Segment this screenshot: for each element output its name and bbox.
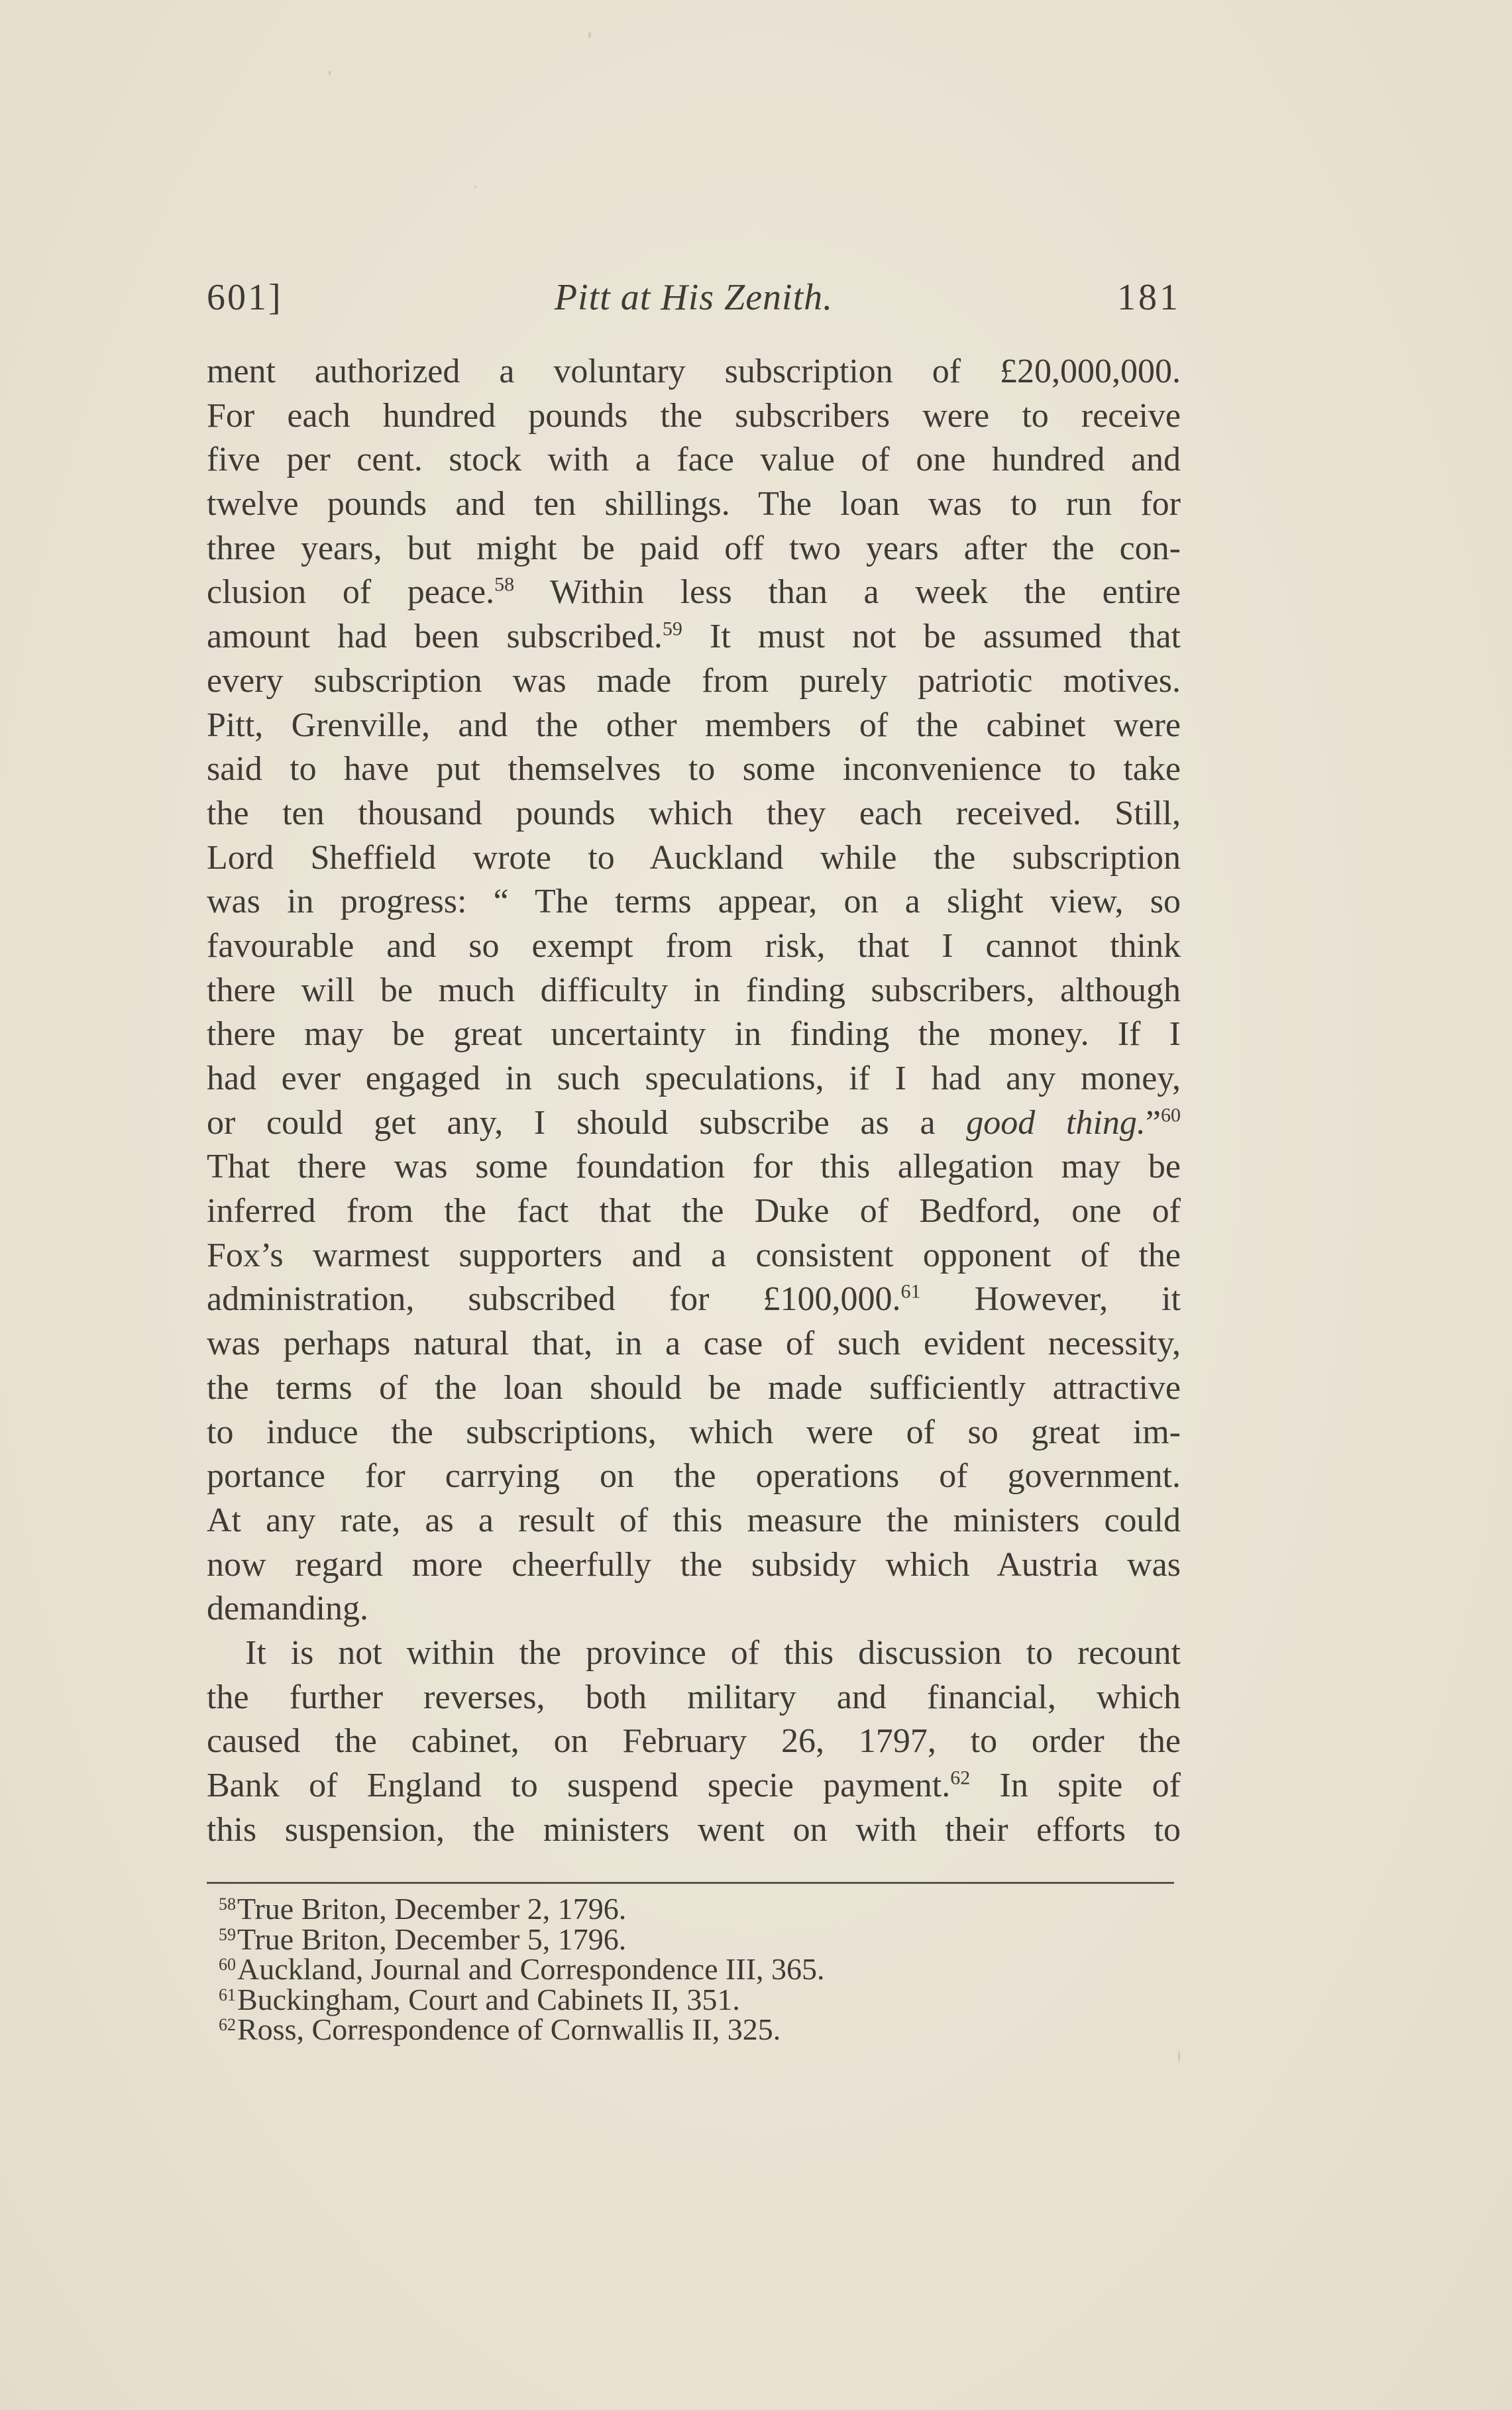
text-line [207, 1631, 1181, 1676]
text-line [207, 571, 1181, 615]
footnote-text: True Briton, December 2, 1796. [237, 1892, 627, 1926]
line-text: favourable and so exempt from risk, that I cannot think [207, 926, 1181, 965]
line-text: Pitt, Grenville, and the other members of the cabinet were [207, 706, 1181, 744]
text-line [207, 1234, 1181, 1278]
text-line [207, 350, 1181, 394]
footnote-number: 59 [219, 1924, 236, 1944]
text-line [207, 1543, 1181, 1588]
running-head [207, 268, 1181, 327]
line-text: portance for carrying on the operations of government. [207, 1457, 1181, 1496]
footnote [219, 1982, 1146, 2016]
text-line [207, 1676, 1181, 1720]
line-text: was perhaps natural that, in a case of such evident necessity, [207, 1325, 1181, 1363]
text-line [207, 394, 1181, 439]
line-text: there will be much difficulty in finding subscribers, although [207, 971, 1181, 1009]
footnote-rule [207, 1882, 1174, 1884]
line-text: the ten thousand pounds which they each received. Still, [207, 794, 1181, 832]
line-text: At any rate, as a result of this measure the ministers could [207, 1501, 1181, 1539]
closing-quote: ” [1145, 1103, 1161, 1142]
text-line [207, 1411, 1181, 1455]
line-text-continued: Within less than a week the entire [514, 573, 1181, 612]
paper-speck [474, 186, 476, 188]
text-line [207, 1366, 1181, 1411]
footnote-reference: 61 [900, 1281, 921, 1303]
line-text: administration, subscribed for £100,000. [207, 1280, 901, 1319]
line-text: this suspension, the ministers went on with their efforts to [207, 1810, 1181, 1849]
text-line [207, 659, 1181, 704]
line-text-continued: It must not be assumed that [682, 618, 1181, 656]
paragraph [207, 1631, 1181, 1852]
text-line [207, 1057, 1181, 1101]
footnote [219, 1924, 1146, 1955]
footnote [219, 1954, 1146, 1985]
running-title: Pitt at His Zenith. [554, 277, 834, 318]
text-line [207, 1189, 1181, 1234]
text-line [207, 836, 1181, 881]
footnote-reference: 58 [494, 574, 515, 596]
paper-speck [1178, 2050, 1180, 2062]
text-line [207, 615, 1181, 659]
footnotes [219, 1894, 1146, 2045]
line-text-continued: In spite of [970, 1767, 1181, 1804]
text-line [207, 792, 1181, 836]
page-number: 181 [1117, 277, 1181, 318]
line-text: inferred from the fact that the Duke of Bedford, one of [207, 1192, 1181, 1231]
line-text: Bank of England to suspend specie payment. [207, 1767, 951, 1804]
body-text [207, 350, 1181, 1852]
footnote-number: 58 [219, 1894, 236, 1914]
line-text: three years, but might be paid off two years after the con- [207, 529, 1181, 567]
text-line [207, 969, 1181, 1013]
paper-speck [588, 32, 591, 38]
line-text: clusion of peace. [207, 573, 495, 612]
text-line [207, 704, 1181, 748]
footnote-text: Auckland, Journal and Correspondence III, 365. [237, 1952, 825, 1986]
footnote [219, 2014, 1146, 2045]
text-line [207, 1499, 1181, 1543]
text-line [207, 1720, 1181, 1764]
line-text: For each hundred pounds the subscribers were to receive [207, 396, 1181, 435]
text-line [207, 1322, 1181, 1366]
text-line [207, 880, 1181, 924]
line-text: Lord Sheffield wrote to Auckland while the subscription [207, 838, 1181, 877]
footnote-text: Buckingham, Court and Cabinets II, 351. [237, 1982, 740, 2016]
text-line [207, 747, 1181, 792]
line-text: five per cent. stock with a face value of one hundred and [207, 441, 1181, 479]
footnote-number: 60 [219, 1955, 236, 1974]
paper-speck [329, 70, 331, 76]
text-line [207, 1764, 1181, 1808]
line-text: there may be great uncertainty in finding the money. If I [207, 1015, 1181, 1054]
line-text: to induce the subscriptions, which were of so great im- [207, 1413, 1181, 1451]
footnote-number: 61 [219, 1985, 236, 2004]
line-text: amount had been subscribed. [207, 618, 663, 656]
line-text: every subscription was made from purely patriotic motives. [207, 661, 1181, 700]
text-line [207, 438, 1181, 482]
line-text: said to have put themselves to some inconvenience to take [207, 750, 1181, 789]
footnote-reference: 62 [950, 1767, 971, 1789]
footnote-number: 62 [219, 2015, 236, 2034]
line-text: caused the cabinet, on February 26, 1797, to order the [207, 1722, 1181, 1761]
text-line [207, 1454, 1181, 1499]
footnote-text: True Briton, December 5, 1796. [237, 1922, 627, 1956]
text-line [207, 1145, 1181, 1189]
line-text: ment authorized a voluntary subscription of £20,000,000. [207, 353, 1181, 390]
section-folio: 601] [207, 277, 283, 318]
line-text: That there was some foundation for this allegation may be [207, 1148, 1181, 1186]
text-line [207, 1587, 1181, 1631]
line-text-continued: However, it [920, 1280, 1181, 1319]
line-text: the terms of the loan should be made sufficiently attractive [207, 1368, 1181, 1407]
line-text: or could get any, I should subscribe as a [207, 1103, 967, 1142]
text-line [207, 1013, 1181, 1057]
text-line [207, 1808, 1181, 1853]
text-line [207, 482, 1181, 527]
line-text: had ever engaged in such speculations, if I had any money, [207, 1060, 1181, 1097]
text-line [207, 527, 1181, 571]
line-text: It is not within the province of this discussion to recount [245, 1633, 1181, 1672]
footnote [219, 1894, 1146, 1924]
line-text: twelve pounds and ten shillings. The loan was to run for [207, 485, 1181, 523]
footnote-reference: 59 [662, 618, 682, 640]
text-line [207, 924, 1181, 969]
footnote-reference: 60 [1160, 1104, 1181, 1126]
paragraph [207, 350, 1181, 1631]
line-text: now regard more cheerfully the subsidy which Austria was [207, 1545, 1181, 1584]
footnote-text: Ross, Correspondence of Cornwallis II, 325. [237, 2012, 781, 2046]
line-text: was in progress: “ The terms appear, on a slight view, so [207, 883, 1181, 921]
line-text: demanding. [207, 1590, 369, 1628]
line-text: the further reverses, both military and financial, which [207, 1678, 1181, 1716]
text-line [207, 1278, 1181, 1322]
line-text: Fox’s warmest supporters and a consistent opponent of the [207, 1236, 1181, 1274]
italic-phrase: good thing. [966, 1103, 1146, 1142]
text-line [207, 1101, 1181, 1146]
